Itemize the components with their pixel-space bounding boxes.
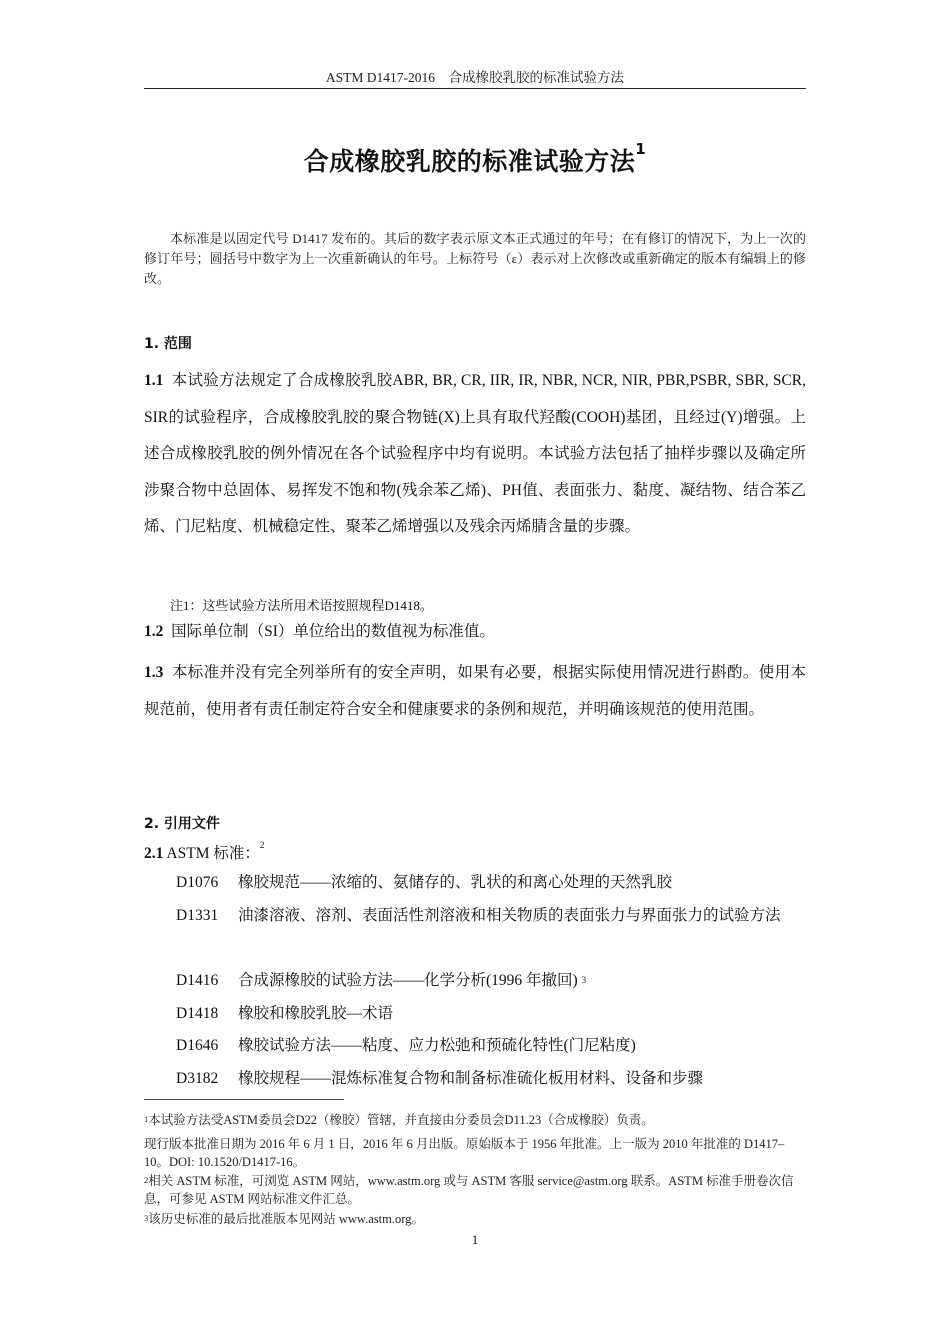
footnote-marker[interactable]: 3 <box>581 975 587 985</box>
paragraph-text: ASTM 标准： <box>166 845 260 862</box>
footnote-marker[interactable]: 2 <box>259 840 265 850</box>
footnote-3 <box>144 1210 806 1228</box>
header-rule <box>144 88 806 89</box>
reference-title: 油漆溶液、溶剂、表面活性剂溶液和相关物质的表面张力与界面张力的试验方法 <box>238 907 781 924</box>
reference-code[interactable]: D3182 <box>176 1070 219 1087</box>
reference-code[interactable]: D1418 <box>176 1005 219 1022</box>
paragraph-number: 1.1 <box>144 372 164 389</box>
reference-code[interactable]: D1076 <box>176 874 219 891</box>
paragraph-number: 1.3 <box>144 664 164 681</box>
paragraph-2-1 <box>144 841 264 863</box>
section-2-heading: 2. 引用文件 <box>144 816 220 832</box>
reference-code[interactable]: D1331 <box>176 907 219 924</box>
title-footnote-marker[interactable]: 1 <box>635 140 647 158</box>
footnote-rule <box>144 1099 344 1100</box>
reference-title: 合成源橡胶的试验方法——化学分析(1996 年撤回) <box>238 972 582 989</box>
paragraph-text: 本试验方法规定了合成橡胶乳胶ABR, BR, CR, IIR, IR, NBR, NCR, NIR, PBR,PSBR, SBR, SCR, SIR的试验程序，合成橡胶乳胶的聚合物链(X)上具有取代羟酸(COOH)基团，且经过(Y)增强。上述合成橡胶乳胶的例外情况在各个试验程序中均有说明。本试验方法包括了抽样步骤以及确定所涉聚合物中总固体、易挥发不饱和物(残余苯乙烯)、PH值、表面张力、黏度、凝结物、结合苯乙烯、门尼粘度、机械稳定性、聚苯乙烯增强以及残余丙烯腈含量的步骤。 <box>144 372 806 535</box>
reference-code[interactable]: D1416 <box>176 972 219 989</box>
footnote-1 <box>144 1111 806 1129</box>
reference-d1076 <box>144 867 806 900</box>
reference-title: 橡胶规范——浓缩的、氨储存的、乳状的和离心处理的天然乳胶 <box>238 874 673 891</box>
footnote-2 <box>144 1172 806 1208</box>
reference-title: 橡胶规程——混炼标准复合物和制备标准硫化板用材料、设备和步骤 <box>238 1070 704 1087</box>
footnote-marker: 1 <box>144 1114 149 1124</box>
intro-paragraph: 本标准是以固定代号 D1417 发布的。其后的数字表示原文本正式通过的年号；在有修订的情况下，为上一次的修订年号；圆括号中数字为上一次重新确认的年号。上标符号（ε）表示对上次修改或重新确定的版本有编辑上的修改。 <box>144 231 806 286</box>
reference-code[interactable]: D1646 <box>176 1037 219 1054</box>
paragraph-text: 本标准并没有完全列举所有的安全声明，如果有必要，根据实际使用情况进行斟酌。使用本规范前，使用者有责任制定符合安全和健康要求的条例和规范，并明确该规范的使用范围。 <box>144 664 806 718</box>
footnote-marker: 2 <box>144 1175 149 1185</box>
paragraph-text: 国际单位制（SI）单位给出的数值视为标准值。 <box>171 623 495 640</box>
reference-d1416 <box>144 965 806 998</box>
section-1-heading: 1. 范围 <box>144 336 192 352</box>
note-1: 注1：这些试验方法所用术语按照规程D1418。 <box>170 598 433 613</box>
page-number: 1 <box>471 1232 479 1247</box>
footnote-1-continued <box>144 1135 806 1171</box>
paragraph-1-2 <box>144 614 806 651</box>
running-header: ASTM D1417-2016 合成橡胶乳胶的标准试验方法 <box>325 70 625 85</box>
reference-d1418 <box>144 998 806 1031</box>
footnote-marker: 3 <box>144 1213 149 1223</box>
paragraph-1-1 <box>144 363 806 546</box>
footnote-text: 本试验方法受ASTM委员会D22（橡胶）管辖，并直接由分委员会D11.23（合成橡胶）负责。 <box>148 1113 654 1127</box>
document-title <box>144 142 806 178</box>
paragraph-number: 1.2 <box>144 623 164 640</box>
paragraph-1-3 <box>144 655 806 728</box>
title-text: 合成橡胶乳胶的标准试验方法 <box>303 147 636 176</box>
footnote-text: 相关 ASTM 标准，可浏览 ASTM 网站，www.astm.org 或与 ASTM 客服 service@astm.org 联系。ASTM 标准手册卷次信息，可参见 ASTM 网站标准文件汇总。 <box>144 1174 794 1206</box>
footnote-text: 该历史标准的最后批准版本见网站 www.astm.org。 <box>148 1212 424 1226</box>
footnote-text: 现行版本批准日期为 2016 年 6 月 1 日，2016 年 6 月出版。原始版本于 1956 年批准。上一版为 2010 年批准的 D1417–10。DOI: 10.1520/D1417-16。 <box>144 1137 785 1169</box>
reference-title: 橡胶和橡胶乳胶—术语 <box>238 1005 394 1022</box>
reference-d1331 <box>144 900 806 933</box>
reference-d1646 <box>144 1030 806 1063</box>
paragraph-number: 2.1 <box>144 845 164 862</box>
reference-d3182 <box>144 1063 806 1096</box>
reference-title: 橡胶试验方法——粘度、应力松弛和预硫化特性(门尼粘度) <box>238 1037 636 1054</box>
